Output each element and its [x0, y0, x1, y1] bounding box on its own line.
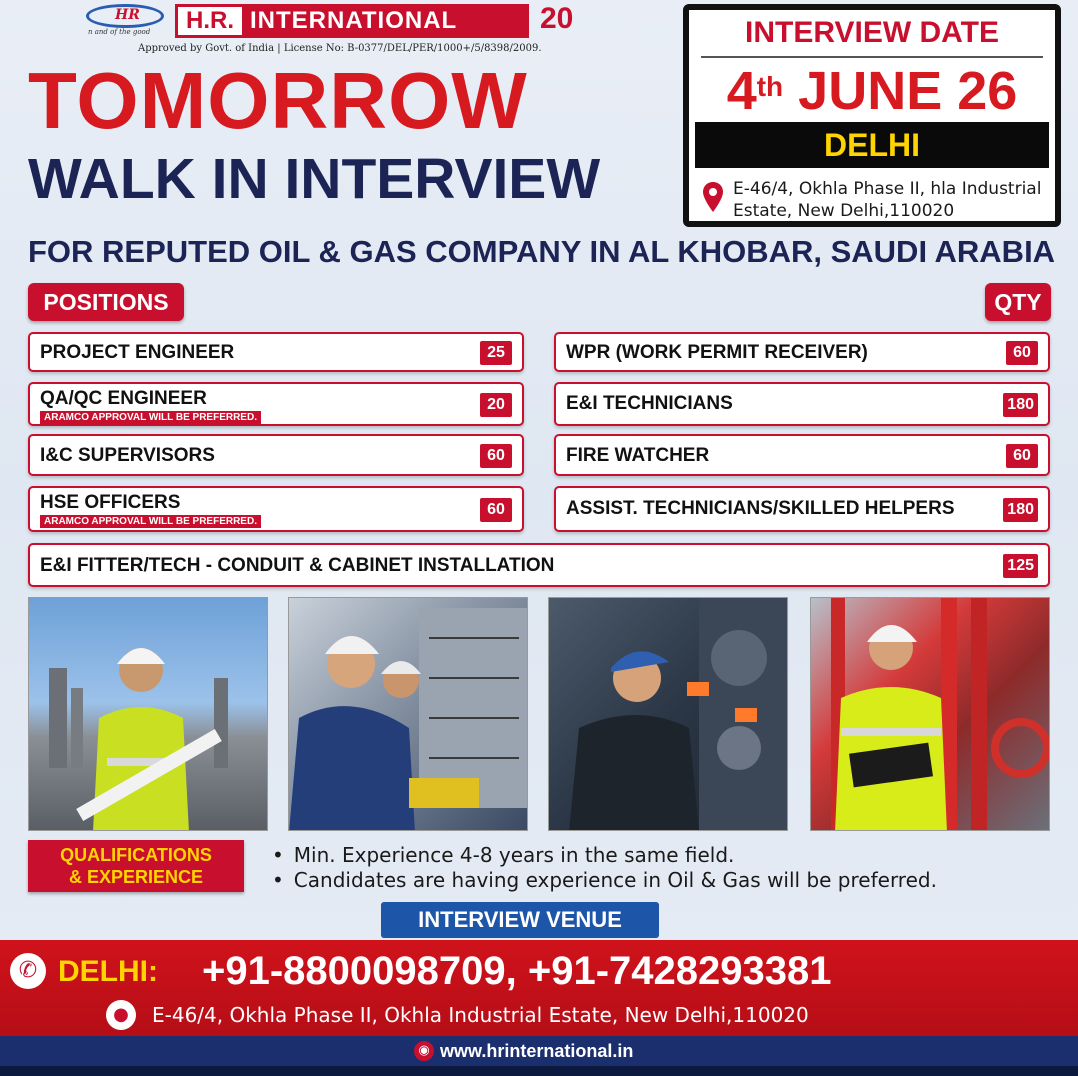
position-qty: 180 [1003, 498, 1038, 522]
website-link[interactable]: www.hrinternational.in [440, 1041, 634, 1061]
company-description: FOR REPUTED OIL & GAS COMPANY IN AL KHOBAR, SAUDI ARABIA [28, 234, 1056, 269]
position-title: QA/QC ENGINEER [40, 388, 207, 409]
position-row [554, 332, 1050, 372]
hr-logo-emblem [86, 4, 164, 28]
date-month-year: JUNE 26 [783, 61, 1018, 121]
position-row [554, 434, 1050, 476]
position-qty: 20 [480, 393, 512, 417]
position-title: E&I FITTER/TECH - CONDUIT & CABINET INSTALLATION [40, 555, 555, 576]
position-qty: 25 [480, 341, 512, 365]
positions-label: POSITIONS [28, 283, 184, 321]
qualifications-list [272, 843, 937, 893]
position-title: E&I TECHNICIANS [566, 393, 733, 414]
position-title: WPR (WORK PERMIT RECEIVER) [566, 342, 868, 363]
photo-technicians-panel [288, 597, 528, 831]
logo-tagline: n and of the good [88, 28, 151, 36]
footer-city: DELHI: [58, 955, 158, 988]
qualification-item: • Min. Experience 4-8 years in the same field. [272, 843, 937, 868]
qty-label: QTY [985, 283, 1051, 321]
globe-icon: ◉ [414, 1041, 434, 1061]
position-row [554, 486, 1050, 532]
photo-fire-watcher [810, 597, 1050, 831]
interview-date-value [689, 62, 1055, 120]
position-title: FIRE WATCHER [566, 445, 710, 466]
qualifications-label [28, 840, 244, 892]
location-pin-icon: ● [106, 1000, 136, 1030]
date-day-suffix: th [756, 71, 784, 102]
brand-hr: H.R. [178, 7, 242, 35]
position-row [28, 382, 524, 426]
position-qty: 60 [480, 444, 512, 468]
position-note: ARAMCO APPROVAL WILL BE PREFERRED. [40, 411, 261, 424]
qualification-item: • Candidates are having experience in Oil & Gas will be preferred. [272, 868, 937, 893]
phone-icon: ✆ [10, 953, 46, 989]
position-title: PROJECT ENGINEER [40, 342, 235, 363]
position-qty: 60 [1006, 444, 1038, 468]
photo-engineer-refinery [28, 597, 268, 831]
position-qty: 60 [1006, 341, 1038, 365]
interview-date-title: INTERVIEW DATE [745, 16, 999, 49]
date-day: 4 [726, 61, 757, 121]
position-row [554, 382, 1050, 426]
position-qty: 180 [1003, 393, 1038, 417]
bottom-strip [0, 1066, 1078, 1076]
location-pin-icon [703, 182, 723, 212]
date-divider [701, 56, 1043, 58]
brand-wordmark [175, 4, 529, 38]
approval-license-line: Approved by Govt. of India | License No: B-0377/DEL/PER/1000+/5/8398/2009. [138, 43, 542, 54]
footer-phone-numbers[interactable]: +91-8800098709, +91-7428293381 [202, 949, 832, 993]
position-row [28, 486, 524, 532]
interview-venue-label: INTERVIEW VENUE [381, 902, 659, 938]
qualifications-label-line1: QUALIFICATIONS [60, 845, 212, 865]
position-row [28, 434, 524, 476]
anniversary-badge [540, 2, 590, 40]
position-title: I&C SUPERVISORS [40, 445, 215, 466]
position-row-wide [28, 543, 1050, 587]
brand-international: INTERNATIONAL [250, 7, 458, 34]
headline-tomorrow: TOMORROW [28, 56, 528, 145]
interview-address: E-46/4, Okhla Phase II, hla Industrial Estate, New Delhi,110020 [733, 179, 1042, 221]
position-qty: 60 [480, 498, 512, 522]
position-title: ASSIST. TECHNICIANS/SKILLED HELPERS [566, 498, 955, 519]
footer-address: E-46/4, Okhla Phase II, Okhla Industrial Estate, New Delhi,110020 [152, 1003, 809, 1027]
interview-city: DELHI [695, 122, 1049, 168]
qualifications-label-line2: & EXPERIENCE [68, 867, 204, 887]
photo-technician-machinery [548, 597, 788, 831]
position-qty: 125 [1003, 554, 1038, 578]
position-title: HSE OFFICERS [40, 492, 181, 513]
position-note: ARAMCO APPROVAL WILL BE PREFERRED. [40, 515, 261, 528]
position-row [28, 332, 524, 372]
interview-date-box [683, 4, 1061, 227]
headline-walk-in: WALK IN INTERVIEW [28, 147, 601, 211]
anniversary-number: 20 [540, 2, 574, 35]
